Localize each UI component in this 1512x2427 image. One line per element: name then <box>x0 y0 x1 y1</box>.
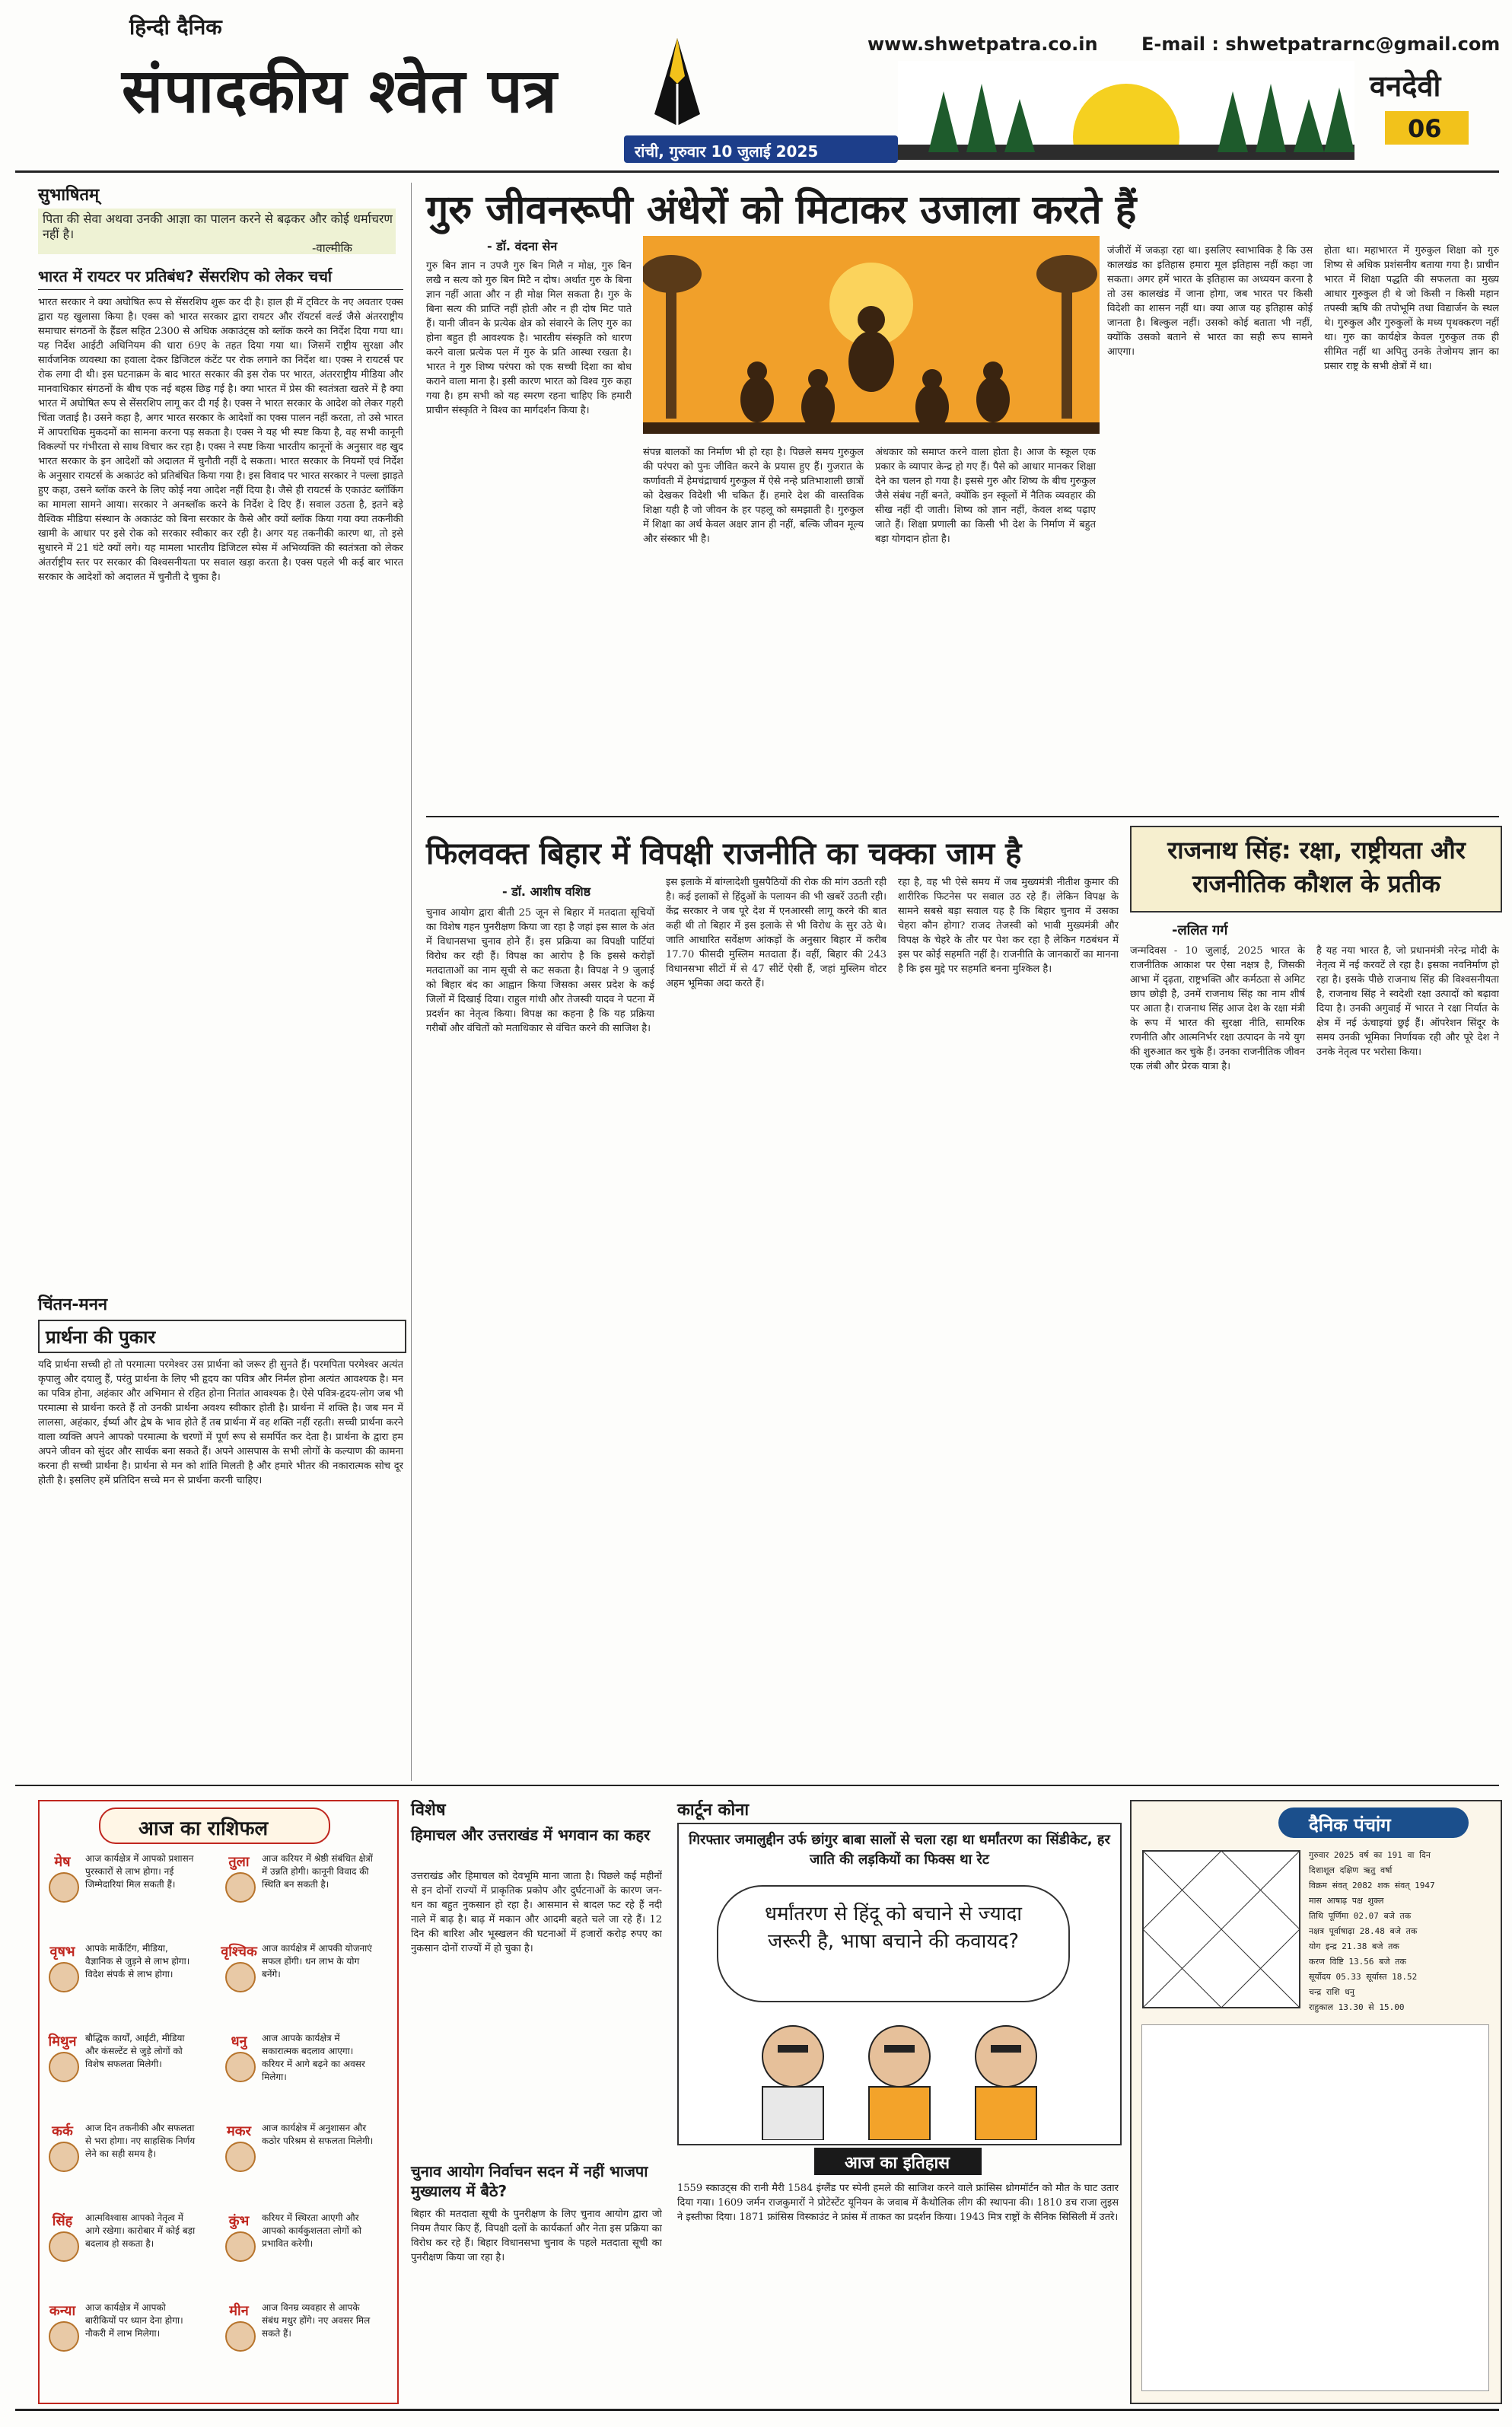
guru-col-5: होता था। महाभारत में गुरुकुल शिक्षा को गुरु शिष्य से अधिक प्रशंसनीय बताया गया है। प्राचीन भारत में शिक्षा पद्धति की सफलता का मुख्य आधार गुरुकुल ही थे जो किसी न किसी महान तपस्वी ऋषि की तपोभूमि तथा विद्यार्जन के स्थल थे। गुरुकुल और गुरुकुलों के मध्य पृथक्करण नहीं था। गुरु का कार्यक्षेत्र केवल गुरुकुल तक ही सीमित नहीं था अपितु उनके तेजोमय ज्ञान का प्रसार राष्ट्र के सभी क्षेत्रों में था। <box>1324 245 1499 372</box>
rashifal-header <box>99 1808 330 1844</box>
panchang-row: नक्षत्र पूर्वाषाढ़ा 28.48 बजे तक <box>1309 1926 1418 1936</box>
rashifal-item <box>221 2209 377 2279</box>
guru-teaching-illustration <box>643 236 1100 434</box>
cartoon-panel <box>677 1823 1122 2145</box>
rashifal-sign-name: वृषभ <box>49 1944 75 1960</box>
chintan-label: चिंतन-मनन <box>38 1295 108 1314</box>
rashifal-sign-text: आज विनम्र व्यवहार से आपके संबंध मधुर होंगे। नए अवसर मिल सकते हैं। <box>262 2302 371 2339</box>
chintan-headline: प्रार्थना की पुकार <box>46 1327 156 1348</box>
website-link[interactable]: www.shwetpatra.co.in <box>867 33 1098 55</box>
rashifal-item <box>44 2119 201 2189</box>
rashifal-sign-text: आपके मार्केटिंग, मीडिया, वैज्ञानिक से जुड़ने से लाभ होगा। विदेश संपर्क से लाभ होगा। <box>85 1943 190 1980</box>
panchang-row: तिथि पूर्णिमा 02.07 बजे तक <box>1309 1911 1412 1921</box>
twitter-article-body: भारत सरकार ने क्या अघोषित रूप से सेंसरशिप शुरू कर दी है। हाल ही में ट्विटर के नए अवतार एक्स द्वारा यह खुलासा किया है। एक्स को भारत सरकार द्वारा रायटर और रॉयटर्स वर्ल्ड जैसे अंतरराष्ट्रीय समाचार संगठनों के हैंडल सहित 2300 से अधिक अकाउंट्स को ब्लॉक करने का निर्देश दिया गया था। यह निर्देश आईटी अधिनियम की धारा 69ए के तहत दिया गया था। जिसमें राष्ट्रीय सुरक्षा और सार्वजनिक व्यवस्था का हवाला देकर डिजिटल कंटेंट पर रोक लगाने का निर्देश था। एक्स ने रायटर्स पर रोक लगा दी थी। इस घटनाक्रम के बाद भारत सरकार की इस रोक पर भारत, अंतरराष्ट्रीय मीडिया और मानवाधिकार संगठनों के बीच एक नई बहस छिड़ गई है। क्या भारत में प्रेस की स्वतंत्रता खतरे में है क्या भारत में अघोषित रूप से सेंसरशिप लागू कर दी गई है। एक्स ने भारत सरकार के आदेश को लेकर गहरी चिंता जताई है। उसने कहा है, अगर भारत सरकार के आदेशों का एक्स पालन नहीं करता, तो उसे भारत में आपराधिक मुकदमों का सामना करना पड़ सकता है। एक्स ने यह भी स्पष्ट किया है, वह सभी कानूनी विकल्पों पर गंभीरता से साथ विचार कर रहा है। एक्स ने स्पष्ट किया भारतीय कानूनों के अनुसार वह खुद भारत सरकार के इन आदेशों को अदालत में चुनौती नहीं दे सकता। भारत सरकार के नियमों एवं निर्देश के अनुसार रायटर्स के अकाउंट को प्रतिबंधित किया गया है। इस विवाद पर भारत सरकार ने पल्ला झाड़ते हुए कहा, उसने ब्लॉक करने के लिए कोई नया आदेश नहीं दिया है। जैसे ही रायटर्स के एकाउंट ब्लॉकिंग का मामला सामने आया। सरकार ने अनब्लॉक करने के निर्देश दे दिए हैं। सवाल उठता है, इतने बड़े वैश्विक मीडिया संस्थान के अकाउंट को बिना सरकार के कैसे और क्यों ब्लॉक किया गया क्या तकनीकी खामी के आधार पर इसे रोक को सरकार स्वीकार कर रही है। अगर यह तकनीकी कारण था, तो इसे सुधारने में 21 घंटे क्यों लगे। यह मामला भारतीय डिजिटल स्पेस में अभिव्यक्ति की स्वतंत्रता को लेकर अंतर्राष्ट्रीय स्तर पर सरकार की विश्वसनीयता पर सवाल खड़ा करता है। एक्स पहले भी कई बार भारत सरकार के आदेशों को अदालत में चुनौती दे चुका है। <box>38 297 403 583</box>
subhashitam-quote: पिता की सेवा अथवा उनकी आज्ञा का पालन करने से बढ़कर और कोई धर्माचरण नहीं है। <box>43 212 393 241</box>
zodiac-sign-icon <box>49 2052 79 2082</box>
rashifal-item <box>44 2298 201 2368</box>
masthead <box>0 0 1512 175</box>
rashifal-sign-text: आज कार्यक्षेत्र में अनुशासन और कठोर परिश्रम से सफलता मिलेगी। <box>262 2123 374 2146</box>
page-name: वनदेवी <box>1370 69 1441 103</box>
guru-article-headline: गुरु जीवनरूपी अंधेरों को मिटाकर उजाला करते हैं <box>426 187 1137 233</box>
zodiac-sign-icon <box>225 1872 256 1903</box>
rashifal-sign-name: वृश्चिक <box>221 1944 257 1960</box>
rajnath-article-headline: राजनाथ सिंह: रक्षा, राष्ट्रीयता और राजनीतिक कौशल के प्रतीक <box>1167 836 1466 898</box>
panchang-row: विक्रम संवत् 2082 शक संवत् 1947 <box>1309 1881 1435 1890</box>
page-number: 06 <box>1408 114 1442 143</box>
dateline-bar <box>624 135 898 163</box>
dateline: रांची, गुरुवार 10 जुलाई 2025 <box>635 142 819 161</box>
zodiac-sign-icon <box>49 2142 79 2172</box>
zodiac-sign-icon <box>225 2052 256 2082</box>
subhashitam-author: -वाल्मीकि <box>312 241 352 255</box>
guru-col-2: संपन्न बालकों का निर्माण भी हो रहा है। पिछले समय गुरुकुल की परंपरा को पुनः जीवित करने के प्रयास हुए हैं। गुजरात के कर्णावती में हेमचंद्राचार्य गुरुकुल में ऐसे नन्हे प्रतिभाशाली छात्रों को देखकर विदेशी भी चकित हैं। हमारे देश की वास्तविक शिक्षा यही है जो जीवन के हर पहलू को समझाती है। गुरुकुल में शिक्षा का अर्थ केवल अक्षर ज्ञान ही नहीं, बल्कि जीवन मूल्य और संस्कार भी है। <box>643 447 864 545</box>
panchang-row: करण विष्टि 13.56 बजे तक <box>1309 1957 1406 1967</box>
itihas-label: आज का इतिहास <box>845 2154 950 2173</box>
rashifal-sign-text: आज कार्यक्षेत्र में आपको बारीकियों पर ध्यान देना होगा। नौकरी में लाभ मिलेगा। <box>85 2302 183 2339</box>
rashifal-item <box>221 2119 377 2189</box>
rashifal-item <box>221 1939 377 2009</box>
rashifal-item <box>221 1849 377 1919</box>
rajnath-col-1: जन्मदिवस - 10 जुलाई, 2025 भारत के राजनीतिक आकाश पर ऐसा नक्षत्र है, जिसकी आभा में दृढ़ता, राष्ट्रभक्ति और कर्मठता से अमिट छाप छोड़ी है, उनमें राजनाथ सिंह का नाम शीर्ष पर आता है। राजनाथ सिंह आज देश के रक्षा मंत्री के रूप में भारत की सुरक्षा नीति, सामरिक रणनीति और आत्मनिर्भर रक्षा उत्पादन के नये युग की शुरुआत कर चुके हैं। उनका राजनीतिक जीवन एक लंबी और प्रेरक यात्रा है। <box>1130 945 1305 1072</box>
panchang-row: गुरुवार 2025 वर्ष का 191 वा दिन <box>1309 1850 1431 1860</box>
rashifal-sign-text: आज कार्यक्षेत्र में आपकी योजनाएं सफल होंगी। धन लाभ के योग बनेंगे। <box>262 1943 372 1980</box>
panchang-row: राहुकाल 13.30 से 15.00 <box>1309 2002 1405 2012</box>
vishesh-headline-1: हिमाचल और उत्तराखंड में भगवान का कहर <box>411 1826 651 1844</box>
twitter-article-headline: भारत में रायटर पर प्रतिबंध? सेंसरशिप को लेकर चर्चा <box>38 267 333 285</box>
bihar-col-3: रहा है, वह भी ऐसे समय में जब मुख्यमंत्री नीतीश कुमार की शारीरिक फिटनेस पर सवाल उठ रहे हैं। लेकिन विपक्ष के सामने सबसे बड़ा सवाल यह है कि बिहार चुनाव में उसका चेहरा कौन होगा? राजद तेजस्वी को भावी मुख्यमंत्री और विपक्ष के चेहरे के तौर पर पेश कर रहा है लेकिन गठबंधन में इस पर कोई सहमति नहीं है। राजनीति के जानकारों का मानना है कि इस मुद्दे पर सहमति बनना मुश्किल है। <box>898 877 1119 975</box>
vishesh-label: विशेष <box>411 1801 446 1820</box>
vishesh-headline-2: चुनाव आयोग निर्वाचन सदन में नहीं भाजपा मुख्यालय में बैठे? <box>411 2162 648 2200</box>
rashifal-sign-text: आज आपके कार्यक्षेत्र में सकारात्मक बदलाव आएगा। करियर में आगे बढ़ने का अवसर मिलेगा। <box>262 2033 365 2082</box>
panchang-row: दिशाशूल दक्षिण ऋतु वर्षा <box>1309 1865 1393 1875</box>
cartoon-bubble <box>717 1885 1070 2002</box>
rashifal-sign-name: मीन <box>229 2303 249 2319</box>
zodiac-sign-icon <box>225 2231 256 2262</box>
itihas-label-box <box>814 2148 982 2175</box>
rashifal-item <box>221 2298 377 2368</box>
panchang-row: सूर्योदय 05.33 सूर्यास्त 18.52 <box>1309 1972 1418 1982</box>
forest-sunset-illustration <box>898 61 1354 160</box>
masthead-tagline: हिन्दी दैनिक <box>129 14 222 40</box>
bihar-article-headline: फिलवक्त बिहार में विपक्षी राजनीति का चक्का जाम है <box>426 836 1022 871</box>
pen-nib-icon <box>647 30 708 129</box>
chintan-body: यदि प्रार्थना सच्ची हो तो परमात्मा परमेश्वर उस प्रार्थना को जरूर ही सुनते हैं। परमपिता परमेश्वर अत्यंत कृपालु और दयालु हैं, परंतु प्रार्थना के लिए भी हृदय का पवित्र और निर्मल होना अत्यंत आवश्यक है। मन का पवित्र होना, अहंकार और अभिमान से रहित होना नितांत आवश्यक है। ऐसे पवित्र-हृदय-लोग जब भी परमात्मा से प्रार्थना करते हैं तो उनकी प्रार्थना अवश्य स्वीकार होती है। प्रार्थना में शक्ति है। जब मन में लालसा, अहंकार, ईर्ष्या और द्वेष के भाव होते हैं तब प्रार्थना में वह शक्ति नहीं रहती। सच्ची प्रार्थना करने वाला व्यक्ति अपने आपको परमात्मा के चरणों में पूर्ण रूप से समर्पित कर देता है। प्रार्थना के द्वारा हम अपने जीवन को सुंदर और सार्थक बना सकते हैं। अपने आसपास के सभी लोगों के कल्याण की कामना करना ही सच्ची प्रार्थना है। प्रार्थना से मन को शांति मिलती है और हमारे भीतर की नकारात्मक सोच दूर होती है। इसलिए हमें प्रतिदिन सच्चे मन से प्रार्थना करनी चाहिए। <box>38 1359 403 1486</box>
rashifal-sign-text: करियर में स्थिरता आएगी और आपको कार्यकुशलता लोगों को प्रभावित करेगी। <box>262 2212 362 2249</box>
bihar-col-1: चुनाव आयोग द्वारा बीती 25 जून से बिहार में मतदाता सूचियों का विशेष गहन पुनरीक्षण किया जा रहा है जहां इस साल के अंत में विधानसभा चुनाव होने हैं। इस प्रक्रिया का विपक्षी पार्टियां विरोध कर रही हैं। विपक्ष का आरोप है कि इससे करोड़ों मतदाताओं का नाम सूची से कट सकता है। विपक्ष ने 9 जुलाई को बिहार बंद का आह्वान किया जिसका असर प्रदेश के कई जिलों में दिखाई दिया। राहुल गांधी और तेजस्वी यादव ने पटना में प्रदर्शन का नेतृत्व किया। विपक्ष का कहना है कि यह प्रक्रिया गरीबों और वंचितों को मताधिकार से वंचित करने की साजिश है। <box>426 907 654 1034</box>
email-link[interactable]: E-mail : shwetpatrarnc@gmail.com <box>1141 33 1501 55</box>
page-name-box <box>1362 62 1499 154</box>
rashifal-sign-name: मकर <box>227 2123 251 2139</box>
guru-article-byline: - डॉ. वंदना सेन <box>487 239 558 253</box>
panchang-table-placeholder <box>1141 2024 1489 2391</box>
zodiac-sign-icon <box>49 2321 79 2352</box>
cartoon-characters-drawing <box>709 2003 1090 2140</box>
rashifal-sign-name: कन्या <box>49 2303 76 2319</box>
rashifal-item <box>221 2029 377 2099</box>
rashifal-sign-text: आत्मविश्वास आपको नेतृत्व में आगे रखेगा। कारोबार में कोई बड़ा बदलाव हो सकता है। <box>85 2212 196 2249</box>
rashifal-sign-text: आज दिन तकनीकी और सफलता से भरा होगा। नए साहसिक निर्णय लेने का सही समय है। <box>85 2123 196 2159</box>
panchang-header <box>1278 1808 1469 1838</box>
rajnath-article-byline: -ललित गर्ग <box>1172 922 1228 938</box>
rashifal-label: आज का राशिफल <box>138 1817 269 1840</box>
zodiac-sign-icon <box>49 2231 79 2262</box>
panchang-row: योग इन्द्र 21.38 बजे तक <box>1309 1941 1399 1951</box>
rashifal-sign-name: तुला <box>228 1854 250 1870</box>
zodiac-sign-icon <box>49 1872 79 1903</box>
cartoon-bubble-text: धर्मांतरण से हिंदू को बचाने से ज्यादा जरूरी है, भाषा बचाने की कवायद? <box>764 1903 1023 1953</box>
cartoon-caption: गिरफ्तार जमालुद्दीन उर्फ छांगुर बाबा सालों से चला रहा था धर्मांतरण का सिंडीकेट, हर जाति की लड़कियों का फिक्स था रेट <box>689 1832 1110 1868</box>
rashifal-sign-name: कुंभ <box>228 2213 250 2229</box>
subhashitam-label: सुभाषितम् <box>38 186 100 205</box>
zodiac-sign-icon <box>49 1962 79 1992</box>
bihar-col-2: इस इलाके में बांग्लादेशी घुसपैठियों की रोक की मांग उठती रही है। कई इलाकों से हिंदुओं के पलायन की भी खबरें उठती रही। केंद्र सरकार ने जब पूरे देश में एनआरसी लागू करने की बात कही थी तो बिहार में इस इलाके से भी विरोध के सुर उठे थे। जाति आधारित सर्वेक्षण आंकड़ों के अनुसार बिहार में करीब 17.70 फीसदी मुस्लिम मतदाता हैं। वहीं, बिहार की 243 विधानसभा सीटों में से 47 सीटें ऐसी हैं, जहां मुस्लिम वोटर अहम भूमिका अदा करते हैं। <box>666 877 887 989</box>
rashifal-item <box>44 1939 201 2009</box>
guru-col-1: गुरु बिन ज्ञान न उपजै गुरु बिन मिलै न मोक्ष, गुरु बिन लखै न सत्य को गुरु बिन मिटै न दोष। अर्थात गुरु के बिना ज्ञान नहीं आता और न ही मोक्ष मिल सकता है। गुरु के बिना सत्य की प्राप्ति नहीं होती और न ही दोष मिट पाते हैं। यानी जीवन के प्रत्येक क्षेत्र को संवारने के लिए गुरु का होना बहुत ही आवश्यक है। भारतीय संस्कृति को धारण करने वाला प्रत्येक पल में गुरु के प्रति आस्था रखता है। भारत ने गुरु शिष्य परंपरा को एक सच्ची दिशा का बोध कराने वाला माना है। इसी कारण भारत को विश्व गुरु कहा गया है। हम सभी को यह स्मरण रहना चाहिए कि हमारी प्राचीन संस्कृति ने विश्व का मार्गदर्शन किया है। <box>426 260 632 416</box>
rashifal-item <box>44 1849 201 1919</box>
rashifal-sign-name: मिथुन <box>48 2034 77 2050</box>
rashifal-item <box>44 2029 201 2099</box>
vishesh-body-2: बिहार की मतदाता सूची के पुनरीक्षण के लिए चुनाव आयोग द्वारा जो नियम तैयार किए हैं, विपक्षी दलों के कार्यकर्ता और नेता इस प्रक्रिया का विरोध कर रहे हैं। बिहार विधानसभा चुनाव के पहले मतदाता सूची का पुनरीक्षण किया जा रहा है। <box>411 2209 662 2263</box>
bihar-article-byline: - डॉ. आशीष वशिष्ठ <box>502 884 591 899</box>
rajnath-col-2: है यह नया भारत है, जो प्रधानमंत्री नरेन्द्र मोदी के नेतृत्व में नई करवटें ले रहा है। इसका नवनिर्माण हो रहा है। इसके पीछे राजनाथ सिंह की विश्वसनीयता है, राजनाथ सिंह ने स्वदेशी रक्षा उत्पादों को बढ़ावा दिया है। उनकी अगुवाई में भारत ने रक्षा निर्यात के क्षेत्र में नई ऊंचाइयां छुई हैं। ऑपरेशन सिंदूर के समय उनकी भूमिका निर्णायक रही और पूरे देश ने उनके नेतृत्व पर भरोसा किया। <box>1316 945 1499 1058</box>
rashifal-sign-text: आज कार्यक्षेत्र में आपको प्रशासन पुरस्कारों से लाभ होगा। नई जिम्मेदारियां मिल सकती हैं। <box>85 1853 194 1890</box>
page-number-badge <box>1385 111 1469 145</box>
guru-col-3: अंधकार को समाप्त करने वाला होता है। आज के स्कूल एक प्रकार के व्यापार केन्द्र हो गए हैं। पैसे को आधार मानकर शिक्षा देने का चलन हो गया है। इससे गुरु और शिष्य के बीच गुरुकुल जैसे संबंध नहीं बनते, क्योंकि इन स्कूलों में नैतिक व्यवहार की सीख नहीं दी जाती। शिष्य को ज्ञान नहीं, केवल शब्द पढ़ाए जाते हैं। शिक्षा प्रणाली का किसी भी देश के निर्माण में बहुत बड़ा योगदान होता है। <box>875 447 1096 545</box>
panchang-row: चन्द्र राशि धनु <box>1309 1987 1355 1997</box>
panchang-label: दैनिक पंचांग <box>1309 1814 1391 1836</box>
itihas-text: 1559 स्काउट्स की रानी मैरी 1584 इंग्लैंड पर स्पेनी हमले की साजिश करने वाले फ्रांसिस थ्रोगमॉर्टन को मौत के घाट उतार दिया गया। 1609 जर्मन राजकुमारों ने प्रोटेस्टेंट यूनियन के जवाब में कैथोलिक लीग की स्थापना की। 1810 डच राजा लुइस ने इस्तीफा दिया। 1871 फ्रांसिस विस्काउंट ने फ्रांस में ताकत का प्रदर्शन किया। 1943 मित्र राष्ट्रों के सैनिक सिसिली में उतरे। <box>677 2183 1119 2223</box>
zodiac-sign-icon <box>225 2321 256 2352</box>
rashifal-sign-name: मेष <box>54 1854 71 1870</box>
rashifal-sign-text: बौद्धिक कार्यों, आईटी, मीडिया और कंसल्टेंट से जुड़े लोगों को विशेष सफलता मिलेगी। <box>85 2033 185 2069</box>
masthead-divider <box>15 170 1499 173</box>
panchang-row: मास आषाढ़ पक्ष शुक्ल <box>1309 1896 1384 1906</box>
kundli-chart-icon <box>1141 1849 1301 2009</box>
rashifal-sign-name: धनु <box>231 2034 247 2050</box>
masthead-title: संपादकीय श्वेत पत्र <box>122 56 558 126</box>
rashifal-sign-name: कर्क <box>52 2123 73 2139</box>
rashifal-sign-text: आज करियर में श्रेष्ठी संबंधित क्षेत्रों में उन्नति होगी। कानूनी विवाद की स्थिति बन सकती है। <box>262 1853 373 1890</box>
zodiac-sign-icon <box>225 1962 256 1992</box>
zodiac-sign-icon <box>225 2142 256 2172</box>
rashifal-sign-name: सिंह <box>52 2213 73 2229</box>
cartoon-label: कार्टून कोना <box>677 1801 750 1820</box>
guru-col-4: जंजीरों में जकड़ा रहा था। इसलिए स्वाभाविक है कि उस कालखंड का इतिहास हमारा मूल इतिहास नहीं कहा जा सकता। अगर हमें भारत के इतिहास का अध्ययन करना है तो उस कालखंड में जाना होगा, जब भारत पर किसी विदेशी का शासन नहीं था। क्या आज यह इतिहास कोई जानता है। बिल्कुल नहीं। उसको कोई बताता भी नहीं, क्योंकि उसको बताने से भारत का सही रूप सामने आएगा। <box>1107 245 1313 358</box>
vishesh-body-1: उत्तराखंड और हिमाचल को देवभूमि माना जाता है। पिछले कई महीनों से इन दोनों राज्यों में प्राकृतिक प्रकोप और दुर्घटनाओं के कारण जन-धन का बहुत नुकसान हो रहा है। आसमान से बादल फट रहे हैं नदी नाले में बाढ़ है। बाढ़ में मकान और आदमी बहते चले जा रहे हैं। 12 दिन की बारिश और भूस्खलन की घटनाओं में हजारों करोड़ रुपए का नुकसान दोनों राज्यों में हो चुका है। <box>411 1871 662 1954</box>
rashifal-item <box>44 2209 201 2279</box>
